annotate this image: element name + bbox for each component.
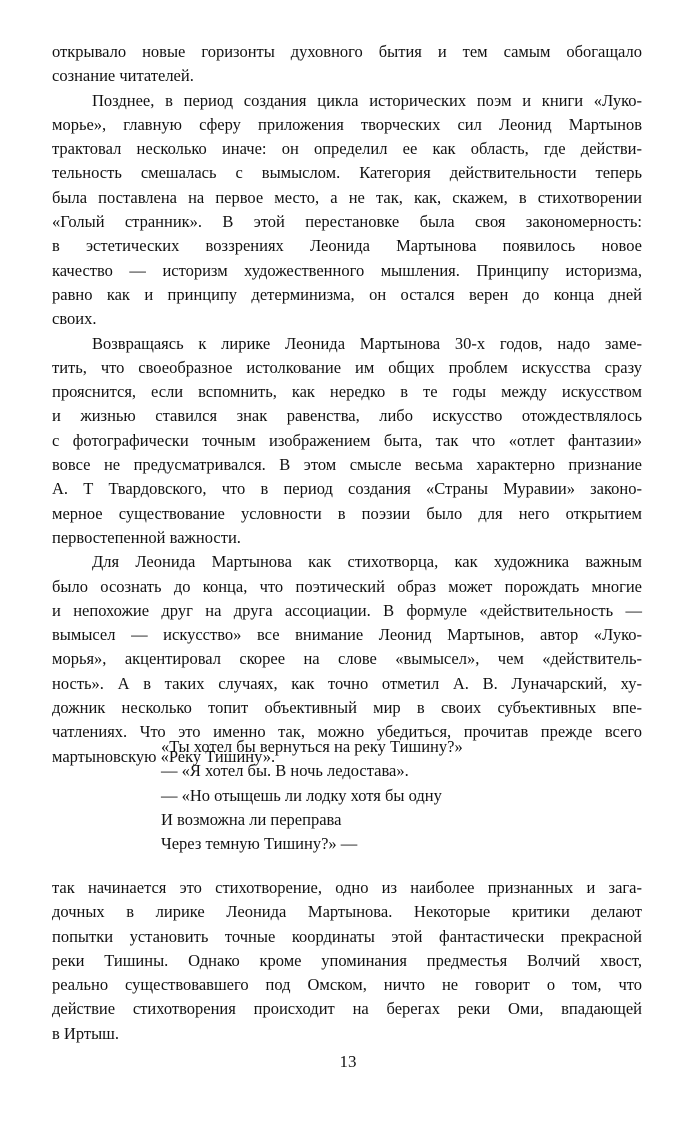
text-line: с фотографически точным изображением быта, так что «отлет фантазии» bbox=[52, 430, 642, 450]
text-line: трактовал несколько иначе: он определил ее как область, где действи- bbox=[52, 139, 642, 159]
text-line: открывало новые горизонты духовного бытия и тем самым обогащало bbox=[52, 42, 642, 61]
text-line: тить, что своеобразное истолкование им общих проблем искусства сразу bbox=[52, 357, 642, 377]
text-line: в Иртыш. bbox=[52, 1023, 119, 1043]
paragraph-after-poem bbox=[52, 876, 642, 1046]
text-line: «Голый странник». В этой перестановке была своя закономерность: bbox=[52, 212, 642, 232]
text-line: дочных в лирике Леонида Мартынова. Некоторые критики делают bbox=[52, 902, 642, 922]
text-line: первостепенной важности. bbox=[52, 527, 241, 547]
poem-quote bbox=[161, 735, 463, 856]
text-line: чатлениях. Что это именно так, можно убедиться, прочитав прежде всего bbox=[52, 722, 642, 742]
poem-line: — «Я хотел бы. В ночь ледостава». bbox=[161, 761, 409, 781]
text-line: морье», главную сферу приложения творческих сил Леонид Мартынов bbox=[52, 114, 642, 134]
text-line: дожник несколько топит объективный мир в своих субъективных впе- bbox=[52, 698, 642, 718]
text-line: вымысел — искусство» все внимание Леонид Мартынов, автор «Луко- bbox=[52, 625, 642, 645]
text-line: реально существовавшего под Омском, ничто не говорит о том, что bbox=[52, 975, 642, 995]
text-line: мерное существование условности в поэзии было для него открытием bbox=[52, 503, 642, 523]
text-line: Позднее, в период создания цикла исторических поэм и книги «Луко- bbox=[92, 90, 642, 110]
text-line: попытки установить точные координаты этой фантастически прекрасной bbox=[52, 926, 642, 946]
text-line: прояснится, если вспомнить, как нередко в те годы между искусством bbox=[52, 382, 642, 402]
poem-line: «Ты хотел бы вернуться на реку Тишину?» bbox=[161, 737, 463, 756]
poem-line: — «Но отыщешь ли лодку хотя бы одну bbox=[161, 785, 442, 805]
paragraph bbox=[52, 89, 642, 332]
text-line: морья», акцентировал скорее на слове «вымысел», чем «действитель- bbox=[52, 649, 642, 669]
main-text bbox=[52, 40, 642, 769]
text-line: действие стихотворения происходит на берегах реки Оми, впадающей bbox=[52, 999, 642, 1019]
poem-line: Через темную Тишину?» — bbox=[161, 834, 358, 854]
text-line: тельность смешалась с вымыслом. Категория действительности теперь bbox=[52, 163, 642, 183]
page-number: 13 bbox=[339, 1052, 357, 1071]
text-line: равно как и принципу детерминизма, он остался верен до конца дней bbox=[52, 284, 642, 304]
text-line: А. Т Твардовского, что в период создания «Страны Муравии» законо- bbox=[52, 479, 642, 499]
text-line: ность». А в таких случаях, как точно отметил А. В. Луначарский, ху- bbox=[52, 673, 642, 693]
text-line: так начинается это стихотворение, одно из наиболее признанных и зага- bbox=[52, 878, 642, 897]
text-line: была поставлена на первое место, а не так, как, скажем, в стихотворении bbox=[52, 187, 642, 207]
text-line: и жизнью ставился знак равенства, либо искусство отождествлялось bbox=[52, 406, 642, 426]
text-line: было осознать до конца, что поэтический образ может порождать многие bbox=[52, 576, 642, 596]
text-line: сознание читателей. bbox=[52, 66, 194, 86]
paragraph bbox=[52, 40, 642, 89]
text-line: и непохожие друг на друга ассоциации. В формуле «действительность — bbox=[52, 600, 642, 620]
text-line: реки Тишины. Однако кроме упоминания предместья Волчий хвост, bbox=[52, 950, 642, 970]
paragraph bbox=[52, 332, 642, 551]
text-line: Возвращаясь к лирике Леонида Мартынова 30-х годов, надо заме- bbox=[92, 333, 642, 353]
poem-line: И возможна ли переправа bbox=[161, 809, 342, 829]
text-line: вовсе не предусматривался. В этом смысле весьма характерно признание bbox=[52, 455, 642, 475]
text-line: качество — историзм художественного мышления. Принципу историзма, bbox=[52, 260, 642, 280]
text-line: в эстетических воззрениях Леонида Мартынова появилось новое bbox=[52, 236, 642, 256]
text-line: мартыновскую «Реку Тишину». bbox=[52, 746, 276, 766]
text-line: своих. bbox=[52, 309, 97, 329]
text-line: Для Леонида Мартынова как стихотворца, как художника важным bbox=[92, 552, 642, 572]
